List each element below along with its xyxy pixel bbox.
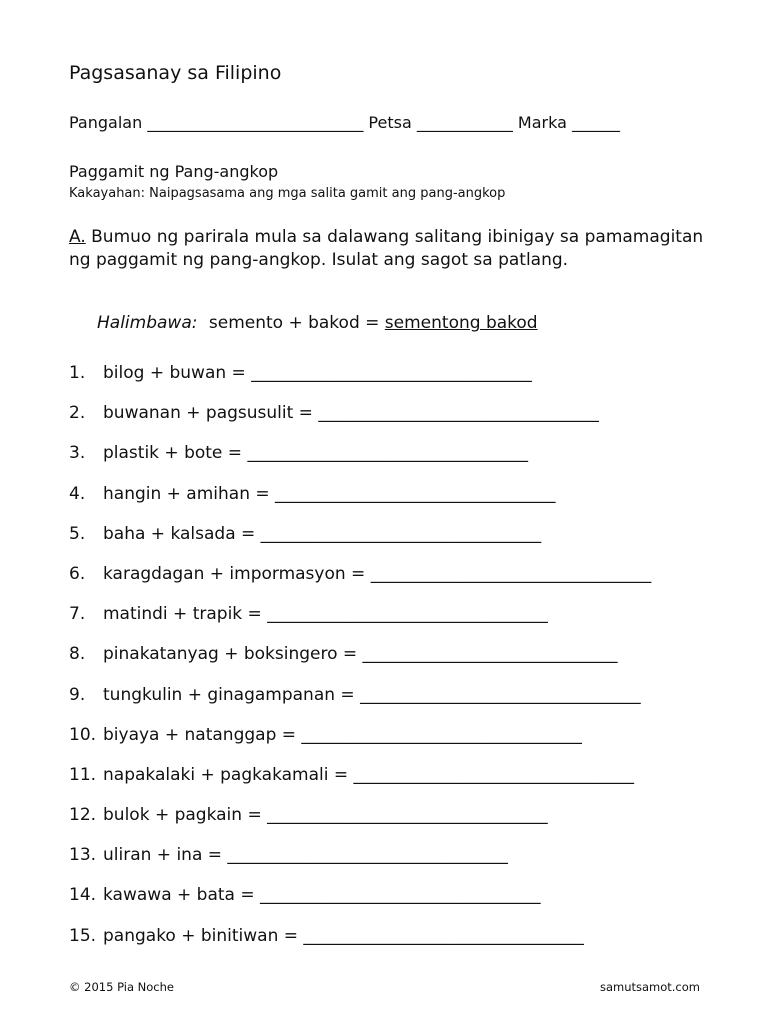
- item-text: bilog + buwan = _________________________________: [103, 363, 532, 383]
- item-number: 6.: [69, 563, 86, 584]
- item-number: 15.: [69, 925, 97, 946]
- item-text: hangin + amihan = _________________________________: [103, 483, 556, 504]
- exercise-item: [69, 643, 651, 683]
- footer-copyright: © 2015 Pia Noche: [69, 980, 174, 994]
- exercise-item: [69, 884, 651, 924]
- exercise-item: [69, 362, 651, 402]
- skill-description: Kakayahan: Naipagsasama ang mga salita gamit ang pang-angkop: [69, 186, 506, 201]
- item-text: buwanan + pagsusulit = _________________________________: [103, 403, 599, 424]
- example-answer: sementong bakod: [384, 313, 538, 333]
- example-label: Halimbawa:: [97, 313, 198, 333]
- item-number: 5.: [69, 523, 86, 544]
- page-title: Pagsasanay sa Filipino: [69, 62, 282, 84]
- item-text: tungkulin + ginagampanan = _________________________________: [103, 684, 641, 705]
- exercise-item: [69, 764, 651, 804]
- item-text: napakalaki + pagkakamali = _________________________________: [103, 764, 635, 785]
- exercise-item: [69, 724, 651, 764]
- item-number: 9.: [69, 684, 86, 705]
- exercise-item: [69, 603, 651, 643]
- item-number: 13.: [69, 845, 97, 866]
- item-text: uliran + ina = _________________________________: [103, 845, 508, 866]
- item-number: 12.: [69, 805, 97, 826]
- item-number: 14.: [69, 885, 97, 906]
- score-field: Marka ______: [517, 113, 620, 132]
- exercise-item: [69, 402, 651, 442]
- item-number: 8.: [69, 644, 86, 665]
- exercise-item: [69, 925, 651, 965]
- item-text: baha + kalsada = _________________________________: [103, 523, 542, 544]
- item-number: 3.: [69, 443, 86, 464]
- item-number: 2.: [69, 403, 86, 424]
- exercise-item: [69, 563, 651, 603]
- item-text: bulok + pagkain = _________________________________: [103, 805, 548, 826]
- instruction-letter: A.: [69, 227, 86, 247]
- item-number: 11.: [69, 764, 97, 785]
- name-field: Pangalan ___________________________: [69, 113, 364, 132]
- exercise-item: [69, 844, 651, 884]
- student-info-row: [69, 113, 620, 132]
- item-text: karagdagan + impormasyon = _________________________________: [103, 563, 652, 584]
- item-text: pangako + binitiwan = _________________________________: [103, 925, 584, 946]
- exercise-item: [69, 804, 651, 844]
- item-text: kawawa + bata = _________________________________: [103, 885, 541, 906]
- exercise-list: [69, 362, 651, 965]
- item-text: plastik + bote = _________________________________: [103, 443, 528, 464]
- instruction-text: Bumuo ng parirala mula sa dalawang salitang ibinigay sa pamamagitan ng paggamit ng pang-angkop. Isulat ang sagot sa patlang.: [69, 227, 704, 270]
- example: [97, 313, 538, 333]
- example-problem: semento + bakod =: [208, 313, 380, 333]
- item-number: 1.: [69, 363, 86, 383]
- exercise-item: [69, 523, 651, 563]
- date-field: Petsa ____________: [368, 113, 513, 132]
- exercise-item: [69, 483, 651, 523]
- item-number: 4.: [69, 483, 86, 504]
- exercise-item: [69, 684, 651, 724]
- item-text: biyaya + natanggap = _________________________________: [103, 724, 582, 745]
- item-text: matindi + trapik = _________________________________: [103, 604, 548, 625]
- exercise-item: [69, 442, 651, 482]
- item-text: pinakatanyag + boksingero = ______________________________: [103, 644, 618, 665]
- item-number: 7.: [69, 604, 86, 625]
- section-title: Paggamit ng Pang-angkop: [69, 162, 279, 181]
- footer-site: samutsamot.com: [599, 980, 700, 994]
- item-number: 10.: [69, 724, 97, 745]
- instruction: [69, 226, 709, 272]
